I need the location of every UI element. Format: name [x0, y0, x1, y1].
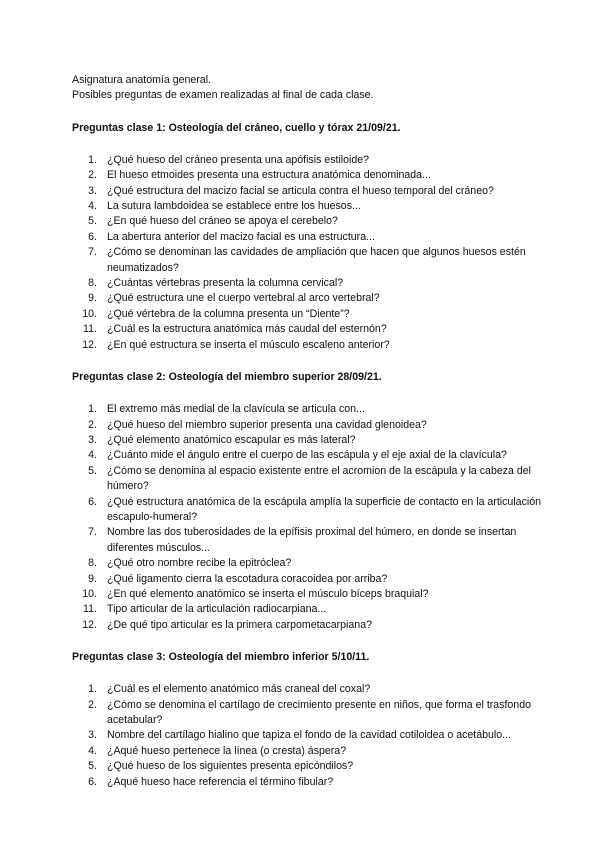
item-text: Tipo articular de la articulación radiocarpiana... — [107, 603, 327, 616]
list-item — [72, 618, 542, 633]
list-item — [72, 153, 542, 168]
item-number: 4. — [88, 200, 97, 213]
question-list — [72, 682, 542, 790]
list-item — [72, 464, 542, 495]
list-item — [72, 433, 542, 448]
item-text: Nombre del cartílago hialino que tapiza el fondo de la cavidad cotiloidea o acetábulo... — [107, 729, 512, 742]
item-number: 12. — [82, 338, 97, 351]
item-number: 2. — [88, 418, 97, 431]
item-number: 11. — [83, 603, 97, 616]
list-item — [72, 184, 542, 199]
item-number: 6. — [88, 495, 97, 508]
description-line: Posibles preguntas de examen realizadas al final de cada clase. — [72, 89, 374, 102]
item-text: ¿Cuál es la estructura anatómica más caudal del esternón? — [107, 323, 387, 336]
item-text: ¿Cuántas vértebras presenta la columna cervical? — [107, 277, 344, 290]
section-heading: Preguntas clase 2: Osteología del miembro superior 28/09/21. — [72, 371, 382, 384]
item-text: ¿Cuánto mide el ángulo entre el cuerpo de las escápula y el eje axial de la clavícula? — [107, 449, 507, 462]
item-text: El extremo más medial de la clavícula se articula con... — [107, 403, 365, 416]
item-text: ¿Qué hueso del miembro superior presenta una cavidad glenoidea? — [107, 418, 427, 431]
item-text: ¿Qué vértebra de la columna presenta un “Diente”? — [107, 307, 350, 320]
list-item — [72, 307, 542, 322]
list-item — [72, 448, 542, 463]
list-item — [72, 168, 542, 183]
item-text: ¿Qué otro nombre recibe la epitróclea? — [107, 557, 292, 570]
item-text: La abertura anterior del macizo facial es una estructura... — [107, 230, 375, 243]
item-text: ¿Qué hueso del cráneo presenta una apófisis estiloide? — [107, 153, 370, 166]
list-item — [72, 230, 542, 245]
list-item — [72, 587, 542, 602]
question-list — [72, 153, 542, 353]
item-text: ¿Qué estructura anatómica de la escápula amplía la superficie de contacto en la articulación escapulo-humeral? — [107, 495, 541, 523]
item-text: ¿En qué hueso del cráneo se apoya el cerebelo? — [107, 215, 338, 228]
item-number: 3. — [88, 184, 97, 197]
item-number: 7. — [88, 246, 97, 259]
item-number: 12. — [82, 618, 97, 631]
item-number: 8. — [88, 557, 97, 570]
item-text: ¿En qué elemento anatómico se inserta el músculo bíceps braquial? — [107, 587, 429, 600]
subject-line: Asignatura anatomía general. — [72, 74, 211, 86]
item-number: 7. — [88, 526, 97, 539]
item-number: 1. — [88, 683, 97, 696]
item-text: ¿Qué estructura une el cuerpo vertebral al arco vertebral? — [107, 292, 380, 305]
section-clase-1 — [72, 121, 542, 353]
list-item — [72, 245, 542, 276]
list-item — [72, 338, 542, 353]
list-item — [72, 556, 542, 571]
section-heading: Preguntas clase 1: Osteología del cráneo, cuello y tórax 21/09/21. — [72, 121, 401, 134]
item-text: ¿Aqué hueso hace referencia el término fibular? — [107, 775, 334, 788]
section-heading: Preguntas clase 3: Osteología del miembro inferior 5/10/11. — [72, 651, 370, 664]
list-item — [72, 775, 542, 790]
list-item — [72, 199, 542, 214]
item-text: ¿Cómo se denomina al espacio existente entre el acromion de la escápula y la cabeza del húmero? — [107, 464, 531, 493]
intro — [72, 73, 542, 104]
list-item — [72, 495, 542, 526]
list-item — [72, 759, 542, 774]
item-text: ¿Qué ligamento cierra la escotadura coracoidea por arriba? — [107, 572, 388, 585]
item-number: 3. — [88, 729, 97, 742]
question-list — [72, 402, 542, 633]
item-text: El hueso etmoides presenta una estructura anatómica denominada... — [107, 169, 431, 182]
item-text: ¿Qué hueso de los siguientes presenta epicóndilos? — [107, 760, 354, 773]
item-number: 8. — [88, 277, 97, 290]
list-item — [72, 418, 542, 433]
item-number: 6. — [88, 775, 97, 788]
list-item — [72, 214, 542, 229]
item-number: 5. — [88, 760, 97, 773]
item-text: La sutura lambdoidea se establece entre los huesos... — [107, 200, 361, 213]
item-number: 11. — [83, 323, 97, 336]
item-number: 9. — [88, 572, 97, 585]
item-text: ¿Cómo se denominan las cavidades de ampliación que hacen que algunos huesos estén neumatizados? — [107, 246, 526, 274]
item-text: ¿Aqué hueso pertenece la línea (o cresta) áspera? — [107, 744, 347, 757]
item-text: Nombre las dos tuberosidades de la epífisis proximal del húmero, en donde se insertan diferentes músculos... — [107, 526, 517, 554]
item-text: ¿En qué estructura se inserta el músculo escaleno anterior? — [107, 338, 390, 351]
item-number: 9. — [88, 292, 97, 305]
item-number: 1. — [88, 403, 97, 416]
item-text: ¿De qué tipo articular es la primera carpometacarpiana? — [107, 618, 372, 631]
item-number: 10. — [82, 307, 97, 320]
item-text: ¿Qué estructura del macizo facial se articula contra el hueso temporal del cráneo? — [107, 184, 494, 197]
list-item — [72, 744, 542, 759]
list-item — [72, 682, 542, 697]
document-page — [72, 73, 542, 790]
list-item — [72, 322, 542, 337]
list-item — [72, 572, 542, 587]
section-clase-2 — [72, 370, 542, 633]
list-item — [72, 276, 542, 291]
list-item — [72, 698, 542, 729]
list-item — [72, 602, 542, 617]
item-number: 5. — [88, 464, 97, 477]
item-number: 5. — [88, 215, 97, 228]
list-item — [72, 402, 542, 417]
item-number: 3. — [88, 433, 97, 446]
section-clase-3 — [72, 650, 542, 790]
item-text: ¿Cuál es el elemento anatómico más craneal del coxal? — [107, 683, 371, 696]
list-item — [72, 728, 542, 743]
item-number: 2. — [88, 169, 97, 182]
item-text: ¿Cómo se denomina el cartílago de crecimiento presente en niños, que forma el trasfondo acetabular? — [107, 698, 531, 726]
item-number: 4. — [88, 744, 97, 757]
item-number: 1. — [88, 153, 97, 166]
item-number: 2. — [88, 698, 97, 711]
item-text: ¿Qué elemento anatómico escapular es más lateral? — [107, 433, 356, 446]
list-item — [72, 525, 542, 556]
item-number: 4. — [88, 449, 97, 462]
item-number: 10. — [82, 587, 97, 600]
list-item — [72, 291, 542, 306]
item-number: 6. — [88, 230, 97, 243]
